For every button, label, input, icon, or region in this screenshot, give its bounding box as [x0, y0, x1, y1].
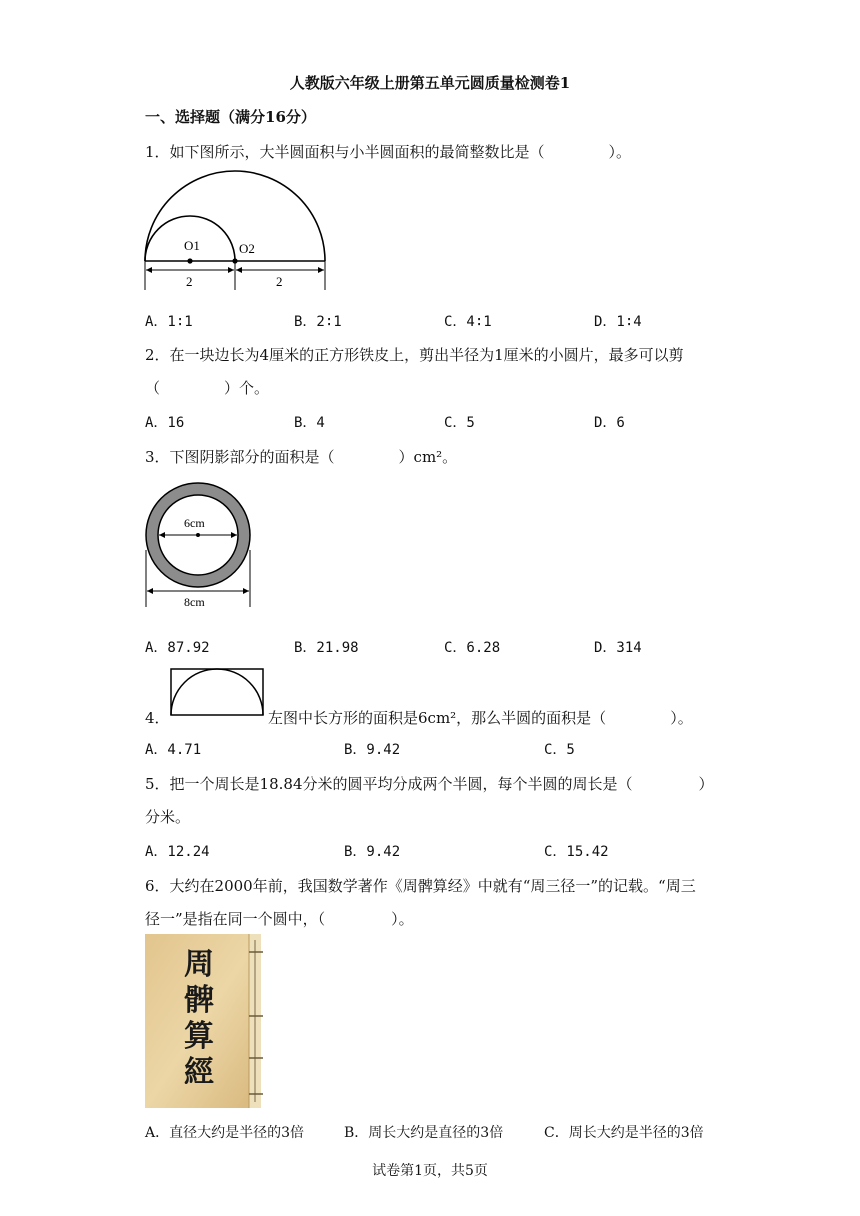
question-6-text: 径一”是指在同一个圆中，（	[145, 910, 326, 928]
page-footer: 试卷第1页，共5页	[372, 1163, 488, 1179]
question-1	[145, 141, 631, 162]
question-6-text-end: ）。	[391, 910, 414, 928]
semicircles-figure	[140, 182, 330, 292]
inner-diameter-label: 6cm	[184, 516, 205, 530]
question-5-line2: 分米。	[145, 808, 191, 826]
option-b[interactable]: B．4	[294, 415, 325, 431]
question-5-text: 5．把一个周长是18.84分米的圆平均分成两个半圆，每个半圆的周长是（	[145, 775, 633, 793]
length-label-left: 2	[186, 274, 193, 289]
option-a[interactable]: A．87.92	[145, 640, 210, 656]
option-b[interactable]: B．9.42	[344, 742, 401, 758]
option-a[interactable]: A．4.71	[145, 742, 202, 758]
center-o1-label: O1	[184, 238, 200, 253]
option-a[interactable]: A．12.24	[145, 844, 210, 860]
book-title-char-3: 算	[184, 1019, 214, 1054]
option-c[interactable]: C．4∶1	[444, 314, 492, 330]
section-heading: 一、选择题（满分16分）	[145, 108, 316, 126]
option-b[interactable]: B．2∶1	[294, 314, 342, 330]
question-2-line1: 2．在一块边长为4厘米的正方形铁皮上，剪出半径为1厘米的小圆片，最多可以剪	[145, 346, 684, 364]
zhoubi-suanjing-book-image	[145, 934, 265, 1110]
rectangle-semicircle-figure	[170, 668, 266, 718]
question-4	[268, 707, 693, 728]
outer-diameter-label: 8cm	[184, 595, 205, 609]
question-4-number: 4．	[145, 709, 170, 727]
option-c[interactable]: C．5	[544, 742, 575, 758]
book-title-char-4: 經	[184, 1055, 214, 1090]
center-o2-label: O2	[239, 241, 255, 256]
option-d[interactable]: D．1∶4	[594, 314, 642, 330]
option-c[interactable]: C．6.28	[444, 640, 501, 656]
question-5-text-end: ）	[698, 775, 714, 793]
question-1-text-end: ）。	[608, 143, 632, 161]
option-b[interactable]: B．周长大约是直径的3倍	[344, 1125, 504, 1141]
option-d[interactable]: D．6	[594, 415, 625, 431]
question-2-line2	[145, 377, 269, 398]
question-6-line2	[145, 908, 414, 929]
ring-figure	[140, 480, 260, 610]
option-a[interactable]: A．直径大约是半径的3倍	[145, 1125, 305, 1141]
question-3-text: 3．下图阴影部分的面积是（	[145, 448, 335, 466]
book-title-char-2: 髀	[184, 983, 214, 1018]
bracket-open: （	[145, 379, 161, 397]
question-6-line1: 6．大约在2000年前，我国数学著作《周髀算经》中就有“周三径一”的记载。“周三	[145, 877, 696, 895]
option-d[interactable]: D．314	[594, 640, 642, 656]
option-b[interactable]: B．21.98	[294, 640, 359, 656]
question-1-text: 1．如下图所示，大半圆面积与小半圆面积的最简整数比是（	[145, 143, 545, 161]
option-b[interactable]: B．9.42	[344, 844, 401, 860]
option-c[interactable]: C．周长大约是半径的3倍	[544, 1125, 704, 1141]
book-title-char-1: 周	[184, 947, 214, 982]
question-5-line1	[145, 773, 714, 794]
question-3	[145, 446, 457, 467]
length-label-right: 2	[276, 274, 283, 289]
option-a[interactable]: A．1∶1	[145, 314, 193, 330]
page-title: 人教版六年级上册第五单元圆质量检测卷1	[289, 74, 571, 92]
question-2-text-end: ）个。	[224, 379, 270, 397]
question-4-text-end: ）。	[670, 709, 693, 727]
option-a[interactable]: A．16	[145, 415, 185, 431]
option-c[interactable]: C．15.42	[544, 844, 609, 860]
question-3-text-end: ）cm²。	[398, 448, 458, 466]
question-4-text: 左图中长方形的面积是6cm²，那么半圆的面积是（	[268, 709, 607, 727]
option-c[interactable]: C．5	[444, 415, 475, 431]
